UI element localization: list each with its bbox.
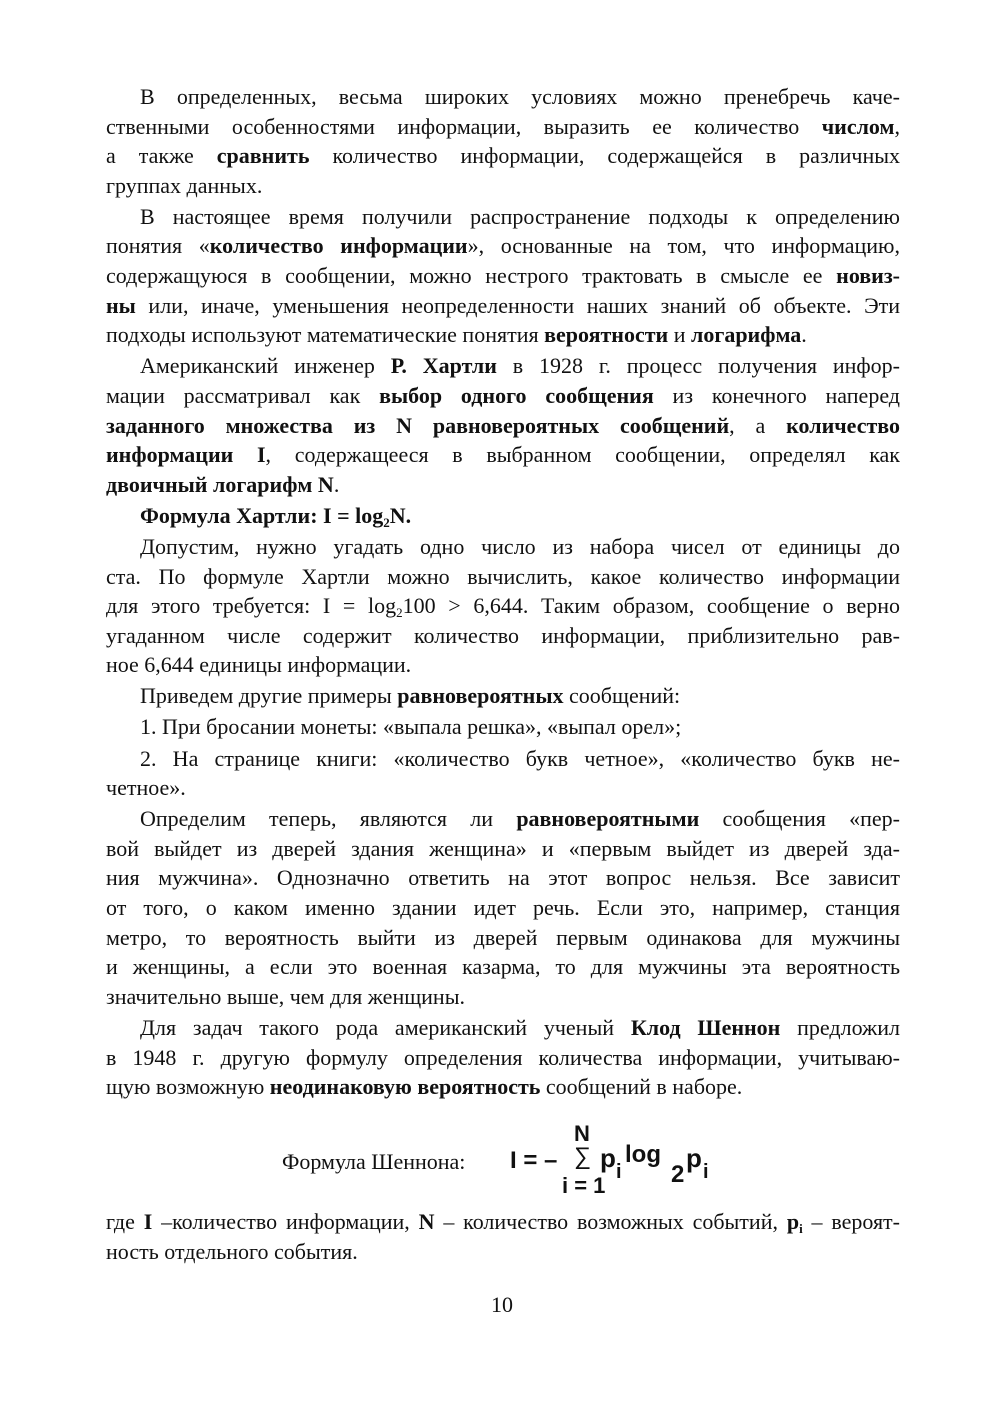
text-line: [106, 82, 900, 112]
text-run: подходы используют математические понятия: [106, 322, 545, 348]
bold-text: ны: [106, 292, 136, 318]
text-run: и: [668, 322, 691, 348]
text-line: [106, 291, 900, 321]
text-run: в 1928 г. процесс получения инфор-: [496, 353, 900, 379]
text-line: [106, 650, 900, 680]
formula-sub-i: i: [703, 1161, 709, 1183]
page-number: 10: [491, 1292, 513, 1317]
text-run: , содержащееся в выбранном сообщении, определял как: [265, 442, 900, 468]
text-run: и женщины, а если это военная казарма, то для мужчины эта вероятность: [106, 954, 900, 980]
text-line: [106, 231, 900, 261]
text-run: от того, о каком именно здании идет речь. Если это, например, станция: [106, 895, 900, 921]
formula-log: log: [625, 1141, 661, 1168]
text-run: ное 6,644 единицы информации.: [106, 652, 412, 678]
text-run: щую возможную: [106, 1074, 270, 1100]
text-run: В определенных, весьма широких условиях можно пренебречь каче-: [140, 84, 900, 109]
bold-text: Р. Хартли: [390, 353, 497, 379]
text-run: – вероят-: [802, 1209, 901, 1234]
text-run: четное».: [106, 775, 186, 801]
text-run: Допустим, нужно угадать одно число из набора чисел от единицы до: [140, 533, 900, 559]
text-run: сообщений в наборе.: [540, 1074, 743, 1100]
text-run: сообщения «пер-: [699, 806, 900, 832]
text-run: 100 > 6,644. Таким образом, сообщение о верно: [402, 593, 900, 619]
text-run: или, иначе, уменьшения неопределенности наших знаний об объекте. Эти: [135, 292, 900, 318]
text-run: содержащуюся в сообщении, можно нестрого трактовать в смысле ее: [106, 263, 837, 289]
text-line: [106, 681, 900, 711]
text-line: [106, 202, 900, 232]
text-run: для этого требуется: I = log: [106, 593, 397, 619]
bold-text: информации I: [106, 442, 266, 468]
text-line: [106, 923, 900, 953]
text-run: – количество возможных событий,: [434, 1209, 787, 1234]
bold-text: двоичный логарифм N: [106, 471, 334, 497]
text-run: а также: [106, 143, 217, 169]
bold-text: неодинаковую вероятность: [269, 1074, 541, 1100]
text-line: [106, 982, 900, 1012]
text-run: Для задач такого рода американский ученый: [140, 1014, 631, 1040]
bold-text: выбор одного сообщения: [379, 382, 654, 408]
formula-p: p: [600, 1143, 616, 1173]
text-run: , а: [729, 412, 787, 438]
text-run: В настоящее время получили распространение подходы к определению: [140, 203, 900, 229]
text-line: [106, 411, 900, 441]
subscript: 2: [396, 605, 403, 621]
text-run: из конечного наперед: [653, 382, 900, 408]
subscript: i: [799, 1221, 803, 1236]
text-run: ность отдельного события.: [106, 1238, 358, 1264]
formula-p: p: [686, 1143, 702, 1173]
text-run: », основанные на том, что информацию,: [467, 233, 900, 259]
body-text: [106, 82, 900, 1103]
text-run: сообщений:: [563, 683, 681, 709]
sum-lower-limit: i = 1: [562, 1173, 606, 1198]
text-line: [106, 470, 900, 500]
paragraph: [106, 744, 900, 803]
bold-text: N.: [389, 502, 412, 528]
text-line: [106, 141, 900, 171]
bold-text: количество информации: [209, 233, 468, 259]
text-run: Американский инженер: [140, 353, 391, 379]
text-line: [106, 712, 900, 742]
text-run: предложил: [780, 1014, 900, 1040]
text-line: [106, 351, 900, 381]
bold-text: Формула Хартли: I = log: [140, 502, 384, 528]
text-run: вой выйдет из дверей здания женщина» и «первым выйдет из дверей зда-: [106, 835, 900, 861]
text-run: ственными особенностями информации, выразить ее количество: [106, 113, 822, 139]
bold-text: количество: [786, 412, 901, 438]
text-run: ния мужчина». Однозначно ответить на этот вопрос нельзя. Все зависит: [106, 865, 900, 891]
text-line: [106, 532, 900, 562]
text-line: [106, 1013, 900, 1043]
text-run: ,: [894, 113, 900, 139]
text-line: [106, 562, 900, 592]
paragraph: [106, 804, 900, 1011]
bold-text: p: [786, 1209, 800, 1234]
sum-upper-limit: N: [574, 1121, 590, 1146]
text-line: [106, 893, 900, 923]
paragraph: [106, 681, 900, 711]
paragraph: [106, 712, 900, 742]
bold-text: I: [143, 1209, 153, 1234]
text-line: [106, 1237, 900, 1267]
text-line: [106, 773, 900, 803]
text-line: [106, 834, 900, 864]
paragraph: [106, 532, 900, 680]
text-line: [106, 112, 900, 142]
text-line: [106, 171, 900, 201]
paragraph: [106, 82, 900, 200]
bold-text: числом: [821, 113, 895, 139]
text-line: [106, 804, 900, 834]
text-run: ста. По формуле Хартли можно вычислить, какое количество информации: [106, 563, 900, 589]
text-line: [106, 440, 900, 470]
text-run: группах данных.: [106, 172, 263, 198]
text-run: где: [106, 1209, 144, 1234]
bold-text: равновероятными: [516, 806, 700, 832]
formula-sub-i: i: [616, 1161, 622, 1183]
bold-text: сравнить: [216, 143, 310, 169]
shannon-formula: [0, 1121, 1004, 1205]
text-line: [106, 320, 900, 350]
text-run: в 1948 г. другую формулу определения количества информации, учитываю-: [106, 1044, 900, 1070]
formula-explanation: [106, 1207, 900, 1266]
text-run: количество информации, содержащейся в различных: [309, 143, 900, 169]
text-run: 2. На странице книги: «количество букв четное», «количество букв не-: [140, 745, 900, 771]
text-run: Определим теперь, являются ли: [140, 806, 517, 832]
formula-lhs: I = –: [510, 1147, 558, 1174]
text-line: [106, 1043, 900, 1073]
bold-text: N: [418, 1209, 435, 1234]
text-line: [106, 744, 900, 774]
text-run: Приведем другие примеры: [140, 683, 398, 709]
text-line: [106, 591, 900, 621]
text-run: –количество информации,: [152, 1209, 419, 1234]
text-line: [106, 1072, 900, 1102]
text-line: [106, 863, 900, 893]
text-line: [106, 501, 900, 531]
text-line: [106, 621, 900, 651]
text-run: угаданном числе содержит количество информации, приблизительно рав-: [106, 622, 900, 648]
text-line: [106, 952, 900, 982]
paragraph: [106, 501, 900, 531]
text-line: [106, 1207, 900, 1237]
text-run: .: [333, 471, 340, 497]
text-run: 1. При бросании монеты: «выпала решка», «выпал орел»;: [140, 714, 682, 740]
paragraph: [106, 1013, 900, 1102]
sum-symbol: ∑: [574, 1143, 592, 1170]
text-line: [106, 261, 900, 291]
bold-text: логарифма: [690, 322, 802, 348]
bold-text: равновероятных: [397, 683, 564, 709]
text-run: мации рассматривал как: [106, 382, 380, 408]
bold-text: Клод Шеннон: [630, 1014, 781, 1040]
formula-label: Формула Шеннона:: [282, 1149, 466, 1174]
text-run: понятия «: [106, 233, 210, 259]
text-line: [106, 381, 900, 411]
text-run: .: [801, 322, 807, 348]
paragraph: [106, 351, 900, 499]
text-run: метро, то вероятность выйти из дверей первым одинакова для мужчины: [106, 924, 900, 950]
bold-text: вероятности: [544, 322, 669, 348]
subscript: 2: [383, 514, 390, 530]
text-run: значительно выше, чем для женщины.: [106, 983, 465, 1009]
bold-text: заданного множества из N равновероятных сообщений: [106, 412, 730, 438]
formula-log-base: 2: [671, 1161, 685, 1188]
bold-text: новиз-: [836, 263, 900, 289]
paragraph: [106, 202, 900, 350]
